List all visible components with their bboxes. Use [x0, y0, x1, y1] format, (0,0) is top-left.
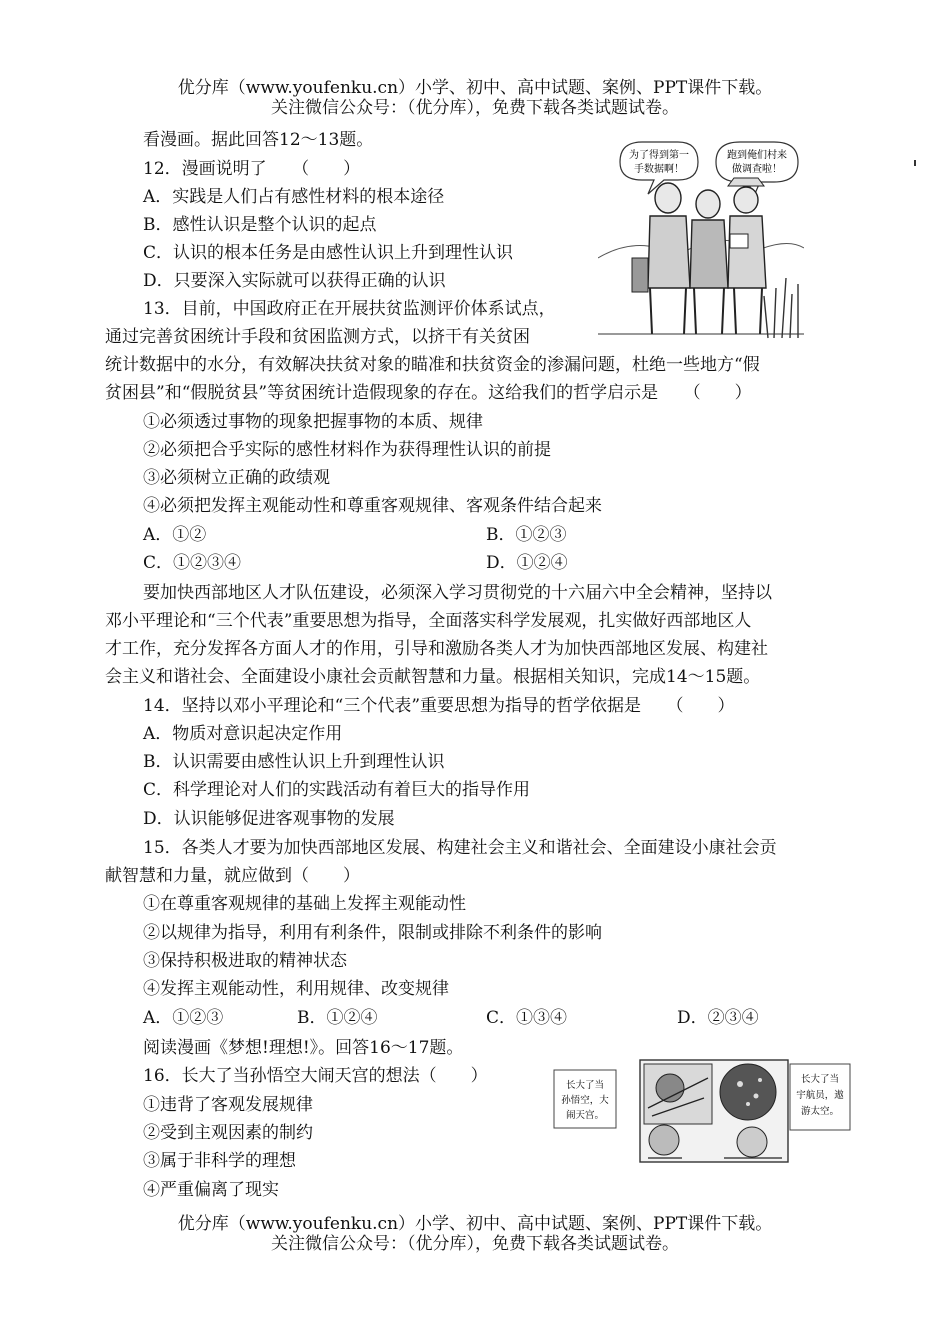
- q16-statement-4: ④严重偏离了现实: [143, 1180, 279, 1200]
- q13-statement-2: ②必须把合乎实际的感性材料作为获得理性认识的前提: [143, 440, 551, 460]
- q13-choice-c: C．①②③④: [143, 553, 242, 573]
- q16-statement-1: ①违背了客观发展规律: [143, 1095, 313, 1115]
- q12-option-c: C．认识的根本任务是由感性认识上升到理性认识: [143, 243, 514, 263]
- q14-option-b: B．认识需要由感性认识上升到理性认识: [143, 752, 445, 772]
- bubble-left-line-1: 为了得到第一: [629, 150, 689, 161]
- q14-option-a: A．物质对意识起决定作用: [143, 724, 343, 744]
- bubble-left-line-2: 手数据啊！: [634, 164, 684, 175]
- q15-statement-4: ④发挥主观能动性，利用规律、改变规律: [143, 979, 449, 999]
- right-caption-line-1: 长大了当: [800, 1074, 840, 1085]
- q13-statement-1: ①必须透过事物的现象把握事物的本质、规律: [143, 412, 483, 432]
- footer-line-1: 优分库（www.youfenku.cn）小学、初中、高中试题、案例、PPT课件下载。: [177, 1214, 773, 1234]
- left-caption-line-3: 闹天宫。: [565, 1110, 605, 1121]
- q13-statement-4: ④必须把发挥主观能动性和尊重客观规律、客观条件结合起来: [143, 496, 602, 516]
- person-official-1: [632, 183, 690, 334]
- person-official-2: [690, 190, 728, 334]
- q15-statement-3: ③保持积极进取的精神状态: [143, 951, 347, 971]
- bubble-right-line-1: 跑到俺们村来: [727, 150, 787, 161]
- q15-choice-c: C．①③④: [486, 1008, 568, 1028]
- q16-statement-2: ②受到主观因素的制约: [143, 1123, 313, 1143]
- intro-16-17: 阅读漫画《梦想!理想!》。回答16～17题。: [143, 1038, 464, 1058]
- right-caption-line-2: 宇航员，遨: [796, 1090, 844, 1101]
- left-caption-line-1: 长大了当: [565, 1080, 605, 1091]
- q15-choice-b: B．①②④: [297, 1008, 378, 1028]
- q16-stem: 16．长大了当孙悟空大闹天宫的想法（ ）: [143, 1066, 488, 1086]
- q15-stem-line-2: 献智慧和力量，就应做到（ ）: [105, 866, 360, 886]
- dream-ideal-cartoon: [552, 1058, 852, 1164]
- q13-stem-line-3: 统计数据中的水分，有效解决扶贫对象的瞄准和扶贫资金的渗漏问题，杜绝一些地方“假: [105, 355, 760, 375]
- q13-choice-a: A．①②: [143, 525, 207, 545]
- q12-option-b: B．感性认识是整个认识的起点: [143, 215, 377, 235]
- q14-option-d: D．认识能够促进客观事物的发展: [143, 809, 395, 829]
- q12-stem: 12．漫画说明了 （ ）: [143, 159, 361, 179]
- bubble-right-line-2: 做调查啦！: [732, 164, 782, 175]
- q16-statement-3: ③属于非科学的理想: [143, 1151, 296, 1171]
- q12-option-a: A．实践是人们占有感性材料的根本途径: [143, 187, 445, 207]
- q15-statement-2: ②以规律为指导，利用有利条件，限制或排除不利条件的影响: [143, 923, 602, 943]
- q13-stem-line-4: 贫困县”和“假脱贫县”等贫困统计造假现象的存在。这给我们的哲学启示是 （ ）: [105, 383, 752, 403]
- q13-choice-b: B．①②③: [486, 525, 567, 545]
- footer-line-2: 关注微信公众号：（优分库），免费下载各类试题试卷。: [271, 1234, 679, 1254]
- margin-mark: [914, 160, 916, 166]
- header-line-2: 关注微信公众号：（优分库），免费下载各类试题试卷。: [271, 98, 679, 118]
- q15-choice-d: D．②③④: [677, 1008, 759, 1028]
- survey-cartoon: [598, 138, 804, 340]
- q13-choice-d: D．①②④: [486, 553, 568, 573]
- person-farmer: [728, 178, 766, 334]
- left-caption-line-2: 孙悟空，大: [561, 1095, 609, 1106]
- q14-stem: 14．坚持以邓小平理论和“三个代表”重要思想为指导的哲学依据是 （ ）: [143, 696, 735, 716]
- right-caption-line-3: 游太空。: [800, 1106, 840, 1117]
- q15-statement-1: ①在尊重客观规律的基础上发挥主观能动性: [143, 894, 466, 914]
- material-line-3: 才工作，充分发挥各方面人才的作用，引导和激励各类人才为加快西部地区发展、构建社: [105, 639, 768, 659]
- q15-stem-line-1: 15．各类人才要为加快西部地区发展、构建社会主义和谐社会、全面建设小康社会贡: [143, 838, 777, 858]
- intro-12-13: 看漫画。据此回答12～13题。: [143, 130, 374, 150]
- q14-option-c: C．科学理论对人们的实践活动有着巨大的指导作用: [143, 780, 531, 800]
- q13-stem-line-1: 13．目前，中国政府正在开展扶贫监测评价体系试点，: [143, 299, 556, 319]
- q13-statement-3: ③必须树立正确的政绩观: [143, 468, 330, 488]
- material-line-4: 会主义和谐社会、全面建设小康社会贡献智慧和力量。根据相关知识，完成14～15题。: [105, 667, 761, 687]
- q15-choice-a: A．①②③: [143, 1008, 224, 1028]
- q12-option-d: D．只要深入实际就可以获得正确的认识: [143, 271, 446, 291]
- material-line-2: 邓小平理论和“三个代表”重要思想为指导，全面落实科学发展观，扎实做好西部地区人: [105, 611, 752, 631]
- material-line-1: 要加快西部地区人才队伍建设，必须深入学习贯彻党的十六届六中全会精神，坚持以: [143, 583, 772, 603]
- q13-stem-line-2: 通过完善贫困统计手段和贫困监测方式，以挤干有关贫困: [105, 327, 530, 347]
- header-line-1: 优分库（www.youfenku.cn）小学、初中、高中试题、案例、PPT课件下载。: [177, 78, 773, 98]
